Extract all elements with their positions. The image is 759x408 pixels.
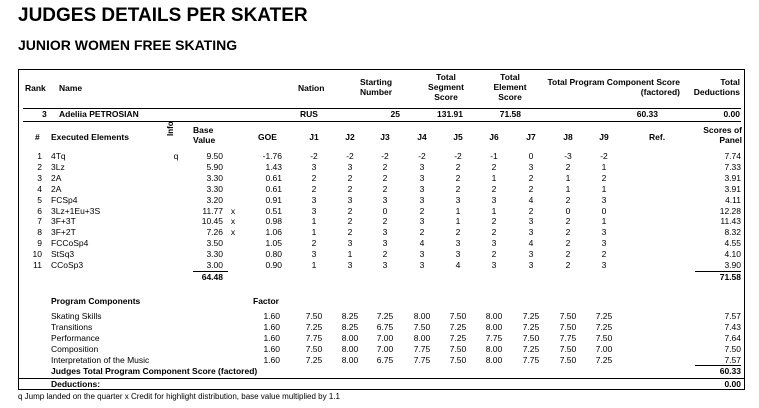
judge-score-5: 1 xyxy=(455,216,461,227)
judge-score-2: 3 xyxy=(347,238,353,249)
judge-score-4: 3 xyxy=(419,161,425,172)
goe-header: GOE xyxy=(258,132,277,142)
judge-header-3: J3 xyxy=(380,132,390,142)
component-factor: 1.60 xyxy=(263,355,280,365)
element-name: 3F+2T xyxy=(51,227,76,238)
elements-base-total: 64.48 xyxy=(201,272,223,282)
component-factor: 1.60 xyxy=(263,333,280,343)
element-base-value: 3.30 xyxy=(206,249,223,260)
skater-tss: 131.91 xyxy=(437,109,463,119)
component-factor: 1.60 xyxy=(263,322,280,332)
judge-score-2: 2 xyxy=(347,216,353,227)
judge-score-4: 7.75 xyxy=(413,355,431,365)
judge-score-8: 1 xyxy=(565,172,571,183)
element-panel-score: 4.11 xyxy=(725,194,741,205)
element-base-value: 3.30 xyxy=(206,172,223,183)
element-number: 1 xyxy=(37,151,42,161)
judge-header-5: J5 xyxy=(453,132,463,142)
pc-total-label: Judges Total Program Component Score (factored) xyxy=(51,366,258,376)
judge-score-4: 7.75 xyxy=(413,344,431,354)
judge-score-1: 7.75 xyxy=(305,333,323,343)
element-name: 4Tq xyxy=(51,151,66,161)
judge-score-7: 3 xyxy=(528,260,534,270)
table-row xyxy=(0,322,759,333)
judge-score-2: 3 xyxy=(347,194,353,205)
judge-header-4: J4 xyxy=(417,132,427,142)
judge-score-4: 3 xyxy=(419,260,425,270)
judge-score-6: 1 xyxy=(491,172,497,183)
judge-score-2: 2 xyxy=(347,227,353,238)
element-panel-score: 3.91 xyxy=(724,172,741,183)
judge-score-2: 8.25 xyxy=(341,311,359,321)
element-goe: 0.61 xyxy=(265,183,282,194)
name-header: Name xyxy=(59,83,83,93)
judge-score-6: 8.00 xyxy=(485,322,503,332)
component-name: Composition xyxy=(51,344,99,354)
judge-score-3: 7.00 xyxy=(376,344,394,354)
element-number: 10 xyxy=(32,249,42,260)
judge-score-5: 2 xyxy=(455,183,461,194)
judge-score-8: 2 xyxy=(565,161,571,172)
element-base-value: 10.45 xyxy=(201,216,223,227)
judge-score-4: 8.00 xyxy=(413,311,431,321)
component-panel-score: 7.50 xyxy=(724,344,741,354)
element-name: 3Lz xyxy=(51,161,65,172)
judge-score-9: 1 xyxy=(601,161,607,172)
judge-score-9: 0 xyxy=(601,205,607,216)
info-header: Info xyxy=(166,121,175,136)
judge-score-2: 2 xyxy=(347,183,353,194)
component-panel-score: 7.57 xyxy=(724,355,741,365)
tes-header: Total Element Score xyxy=(493,72,527,102)
skater-tes: 71.58 xyxy=(499,109,521,119)
program-components-header: Program Components xyxy=(51,296,141,306)
factor-header: Factor xyxy=(253,296,279,306)
judge-score-1: 7.25 xyxy=(305,322,323,332)
judge-score-8: -3 xyxy=(564,151,572,161)
judge-score-5: 3 xyxy=(455,194,461,205)
judge-score-1: 7.50 xyxy=(305,344,323,354)
element-goe: -1.76 xyxy=(262,151,282,161)
judge-score-9: 7.50 xyxy=(595,333,613,343)
judge-score-3: 7.00 xyxy=(376,333,394,343)
element-panel-score: 8.32 xyxy=(724,227,741,238)
table-row xyxy=(0,249,759,260)
judge-score-8: 1 xyxy=(565,183,571,194)
judge-score-3: 6.75 xyxy=(376,322,394,332)
element-goe: 0.61 xyxy=(265,172,282,183)
table-row xyxy=(0,355,759,366)
judge-score-7: 3 xyxy=(528,227,534,238)
component-panel-score: 7.57 xyxy=(724,311,741,321)
element-name: 2A xyxy=(51,172,62,183)
element-base-value: 11.77 xyxy=(202,205,223,216)
element-goe: 0.51 xyxy=(265,205,282,216)
judge-score-5: 3 xyxy=(455,249,461,260)
judge-score-7: 3 xyxy=(528,161,534,172)
pc-total-score: 60.33 xyxy=(719,366,741,376)
judge-score-4: 4 xyxy=(419,238,425,249)
element-panel-score: 3.91 xyxy=(724,183,741,194)
judge-score-3: 7.25 xyxy=(376,311,394,321)
scores-of-panel-header: Scores of Panel xyxy=(703,125,742,145)
judge-score-4: 7.50 xyxy=(413,322,431,332)
ref-header: Ref. xyxy=(649,132,666,142)
table-row xyxy=(0,344,759,355)
judge-score-5: 1 xyxy=(455,205,461,216)
element-number: 3 xyxy=(37,172,42,183)
judge-score-8: 2 xyxy=(565,238,571,249)
element-panel-score: 7.74 xyxy=(724,151,741,161)
skater-deductions: 0.00 xyxy=(723,109,740,119)
judge-score-5: 7.25 xyxy=(449,333,467,343)
page-title: JUDGES DETAILS PER SKATER xyxy=(18,5,308,26)
judge-score-4: 2 xyxy=(419,227,425,238)
footnote: q Jump landed on the quarter x Credit for highlight distribution, base value multiplied by 1.1 xyxy=(18,392,340,401)
element-number: 2 xyxy=(37,161,42,172)
judge-score-6: 1 xyxy=(491,205,497,216)
judge-header-6: J6 xyxy=(489,132,499,142)
judge-header-1: J1 xyxy=(309,132,319,142)
table-row xyxy=(0,333,759,344)
judge-score-9: 2 xyxy=(601,172,607,183)
judge-score-5: 2 xyxy=(455,172,461,183)
judge-score-3: -2 xyxy=(381,151,389,161)
judge-score-8: 2 xyxy=(565,194,571,205)
skater-nation: RUS xyxy=(300,109,318,119)
judge-score-8: 7.50 xyxy=(559,355,577,365)
element-number: 9 xyxy=(37,238,42,249)
element-goe: 1.05 xyxy=(265,238,282,249)
table-row xyxy=(0,173,759,184)
deductions-label: Deductions: xyxy=(51,379,101,389)
element-bonus-mark: x xyxy=(230,216,236,227)
judge-header-8: J8 xyxy=(563,132,573,142)
component-factor: 1.60 xyxy=(263,311,280,321)
element-base-value: 3.50 xyxy=(206,238,223,249)
element-name: CCoSp3 xyxy=(51,260,84,270)
judge-score-2: 8.00 xyxy=(341,344,359,354)
element-panel-score: 3.90 xyxy=(724,260,741,270)
table-row xyxy=(0,206,759,217)
element-number-header: # xyxy=(35,132,40,142)
element-base-value: 3.20 xyxy=(206,194,223,205)
judge-score-1: 7.50 xyxy=(305,311,323,321)
component-factor: 1.60 xyxy=(263,344,280,354)
judge-score-5: 7.50 xyxy=(449,311,467,321)
element-goe: 0.80 xyxy=(265,249,282,260)
element-name: FCCoSp4 xyxy=(51,238,89,249)
element-panel-score: 11.43 xyxy=(720,216,741,227)
judge-score-6: 8.00 xyxy=(485,344,503,354)
judge-score-7: 4 xyxy=(528,194,534,205)
executed-elements-header: Executed Elements xyxy=(51,132,129,142)
judge-score-7: 7.75 xyxy=(522,355,540,365)
judge-score-7: 7.25 xyxy=(522,322,540,332)
element-bonus-mark: x xyxy=(230,227,236,238)
skater-starting-number: 25 xyxy=(390,109,400,119)
judge-score-6: 7.75 xyxy=(485,333,503,343)
judge-header-2: J2 xyxy=(345,132,355,142)
table-row xyxy=(0,216,759,227)
judge-score-9: 2 xyxy=(601,249,607,260)
judge-score-2: 8.00 xyxy=(341,355,359,365)
judge-score-9: 7.25 xyxy=(595,355,613,365)
element-number: 4 xyxy=(37,183,42,194)
judge-score-8: 2 xyxy=(565,260,571,270)
tss-header: Total Segment Score xyxy=(428,72,464,102)
judge-score-8: 7.50 xyxy=(559,344,577,354)
judge-score-2: 8.00 xyxy=(341,333,359,343)
judge-score-5: 4 xyxy=(455,260,461,270)
judge-score-3: 2 xyxy=(382,172,388,183)
judge-score-5: -2 xyxy=(454,151,462,161)
judge-score-4: 8.00 xyxy=(413,333,431,343)
judge-score-7: 3 xyxy=(528,216,534,227)
judge-score-1: 1 xyxy=(311,216,317,227)
element-number: 7 xyxy=(37,216,42,227)
judge-score-5: 7.25 xyxy=(449,322,467,332)
element-number: 6 xyxy=(37,205,42,216)
judge-header-9: J9 xyxy=(599,132,609,142)
table-row xyxy=(0,195,759,206)
judge-score-7: 0 xyxy=(528,151,534,161)
element-number: 11 xyxy=(33,260,42,270)
judge-score-7: 7.50 xyxy=(522,333,540,343)
judge-score-4: 3 xyxy=(419,249,425,260)
element-info: q xyxy=(173,151,179,161)
table-row xyxy=(0,184,759,195)
skater-rank: 3 xyxy=(42,109,47,119)
judge-score-5: 7.50 xyxy=(449,355,467,365)
element-goe: 1.43 xyxy=(265,161,282,172)
table-row xyxy=(0,151,759,162)
judge-score-8: 2 xyxy=(565,216,571,227)
rank-header: Rank xyxy=(25,83,46,93)
element-bonus-mark: x xyxy=(230,205,236,216)
judge-score-7: 2 xyxy=(528,172,534,183)
element-name: FCSp4 xyxy=(51,194,78,205)
judge-score-1: -2 xyxy=(310,151,318,161)
judge-score-6: 2 xyxy=(491,183,497,194)
judge-score-3: 2 xyxy=(382,161,388,172)
judge-score-7: 7.25 xyxy=(522,344,540,354)
judge-score-4: -2 xyxy=(418,151,426,161)
element-number: 8 xyxy=(37,227,42,238)
judge-score-9: 3 xyxy=(601,227,607,238)
element-base-value: 3.00 xyxy=(206,260,223,270)
component-panel-score: 7.43 xyxy=(724,322,741,332)
elements-score-total: 71.58 xyxy=(719,272,741,282)
component-name: Transitions xyxy=(51,322,93,332)
judge-score-3: 3 xyxy=(382,227,388,238)
judge-score-4: 2 xyxy=(419,205,425,216)
element-base-value: 9.50 xyxy=(206,151,223,161)
judge-score-1: 2 xyxy=(311,172,317,183)
judge-score-3: 3 xyxy=(382,238,388,249)
nation-header: Nation xyxy=(298,83,325,93)
judge-score-2: 1 xyxy=(347,249,353,260)
judge-score-6: 2 xyxy=(491,227,497,238)
component-name: Skating Skills xyxy=(51,311,102,321)
element-base-value: 5.90 xyxy=(206,161,223,172)
judge-score-3: 2 xyxy=(382,183,388,194)
judge-score-3: 0 xyxy=(382,205,388,216)
skater-pcs: 60.33 xyxy=(636,109,658,119)
judge-score-9: 1 xyxy=(601,216,607,227)
judge-score-9: 7.25 xyxy=(595,311,613,321)
table-row xyxy=(0,260,759,271)
element-goe: 0.90 xyxy=(265,260,282,270)
element-panel-score: 7.33 xyxy=(724,161,741,172)
element-goe: 0.98 xyxy=(265,216,282,227)
element-panel-score: 12.28 xyxy=(719,205,741,216)
judge-score-1: 3 xyxy=(311,205,317,216)
judge-score-5: 7.50 xyxy=(449,344,467,354)
element-panel-score: 4.55 xyxy=(724,238,741,249)
judge-score-9: 7.25 xyxy=(595,322,613,332)
skater-name: Adeliia PETROSIAN xyxy=(59,109,139,119)
element-name: 3Lz+1Eu+3S xyxy=(51,205,101,216)
judge-score-9: 3 xyxy=(601,260,607,270)
judge-score-3: 2 xyxy=(382,216,388,227)
table-row xyxy=(0,162,759,173)
judge-score-1: 1 xyxy=(311,227,317,238)
judge-score-8: 7.75 xyxy=(559,333,577,343)
element-name: 3F+3T xyxy=(51,216,76,227)
judge-score-1: 3 xyxy=(311,194,317,205)
deductions-value: 0.00 xyxy=(724,379,741,389)
judge-score-2: -2 xyxy=(346,151,354,161)
component-name: Interpretation of the Music xyxy=(51,355,150,365)
judge-score-3: 6.75 xyxy=(376,355,394,365)
judge-score-8: 2 xyxy=(565,249,571,260)
element-goe: 1.06 xyxy=(265,227,282,238)
judge-score-9: 3 xyxy=(601,238,607,249)
judge-score-6: 2 xyxy=(491,161,497,172)
judge-header-7: J7 xyxy=(526,132,536,142)
element-name: 2A xyxy=(51,183,62,194)
judge-score-4: 3 xyxy=(419,216,425,227)
judge-score-6: 8.00 xyxy=(485,311,503,321)
judge-score-7: 4 xyxy=(528,238,534,249)
judge-score-4: 3 xyxy=(419,172,425,183)
element-goe: 0.91 xyxy=(265,194,282,205)
judge-score-2: 2 xyxy=(347,205,353,216)
judge-score-6: 8.00 xyxy=(485,355,503,365)
element-number: 5 xyxy=(37,194,42,205)
judge-score-6: 2 xyxy=(491,249,497,260)
starting-number-header: Starting Number xyxy=(359,77,393,97)
judge-score-5: 3 xyxy=(455,238,461,249)
judge-score-7: 7.25 xyxy=(522,311,540,321)
element-name: StSq3 xyxy=(51,249,75,260)
judge-score-6: 3 xyxy=(491,260,497,270)
element-panel-score: 4.10 xyxy=(724,249,741,260)
judge-score-9: 3 xyxy=(601,194,607,205)
judge-score-9: -2 xyxy=(600,151,608,161)
judge-score-8: 7.50 xyxy=(559,322,577,332)
judge-score-3: 3 xyxy=(382,260,388,270)
judge-score-1: 3 xyxy=(311,161,317,172)
table-row xyxy=(0,311,759,322)
judge-score-8: 2 xyxy=(565,227,571,238)
judge-score-4: 3 xyxy=(419,183,425,194)
judge-score-3: 2 xyxy=(382,249,388,260)
judge-score-1: 7.25 xyxy=(305,355,323,365)
component-panel-score: 7.64 xyxy=(724,333,741,343)
judge-score-5: 2 xyxy=(455,161,461,172)
judge-score-8: 0 xyxy=(565,205,571,216)
judge-score-9: 7.00 xyxy=(595,344,613,354)
judge-score-6: 3 xyxy=(491,238,497,249)
judge-score-8: 7.50 xyxy=(559,311,577,321)
table-row xyxy=(0,238,759,249)
judge-score-7: 2 xyxy=(528,205,534,216)
deductions-header: Total Deductions xyxy=(693,77,740,97)
element-base-value: 7.26 xyxy=(206,227,223,238)
judge-score-2: 3 xyxy=(347,260,353,270)
table-row xyxy=(0,227,759,238)
judge-score-1: 2 xyxy=(311,238,317,249)
judge-score-5: 2 xyxy=(455,227,461,238)
judge-score-3: 3 xyxy=(382,194,388,205)
judge-score-1: 2 xyxy=(311,183,317,194)
judge-score-6: -1 xyxy=(490,151,498,161)
component-name: Performance xyxy=(51,333,100,343)
judge-score-2: 8.25 xyxy=(341,322,359,332)
judge-score-2: 2 xyxy=(347,172,353,183)
pcs-header: Total Program Component Score (factored) xyxy=(547,77,680,97)
judge-score-1: 3 xyxy=(311,249,317,260)
element-base-value: 3.30 xyxy=(206,183,223,194)
judge-score-6: 3 xyxy=(491,194,497,205)
judge-score-1: 1 xyxy=(311,260,317,270)
judge-score-7: 3 xyxy=(528,249,534,260)
judge-score-2: 3 xyxy=(347,161,353,172)
page-subtitle: JUNIOR WOMEN FREE SKATING xyxy=(18,37,238,53)
judge-score-4: 3 xyxy=(419,194,425,205)
judge-score-9: 1 xyxy=(601,183,607,194)
base-value-header: Base Value xyxy=(193,125,216,145)
judge-score-7: 2 xyxy=(528,183,534,194)
judge-score-6: 2 xyxy=(491,216,497,227)
